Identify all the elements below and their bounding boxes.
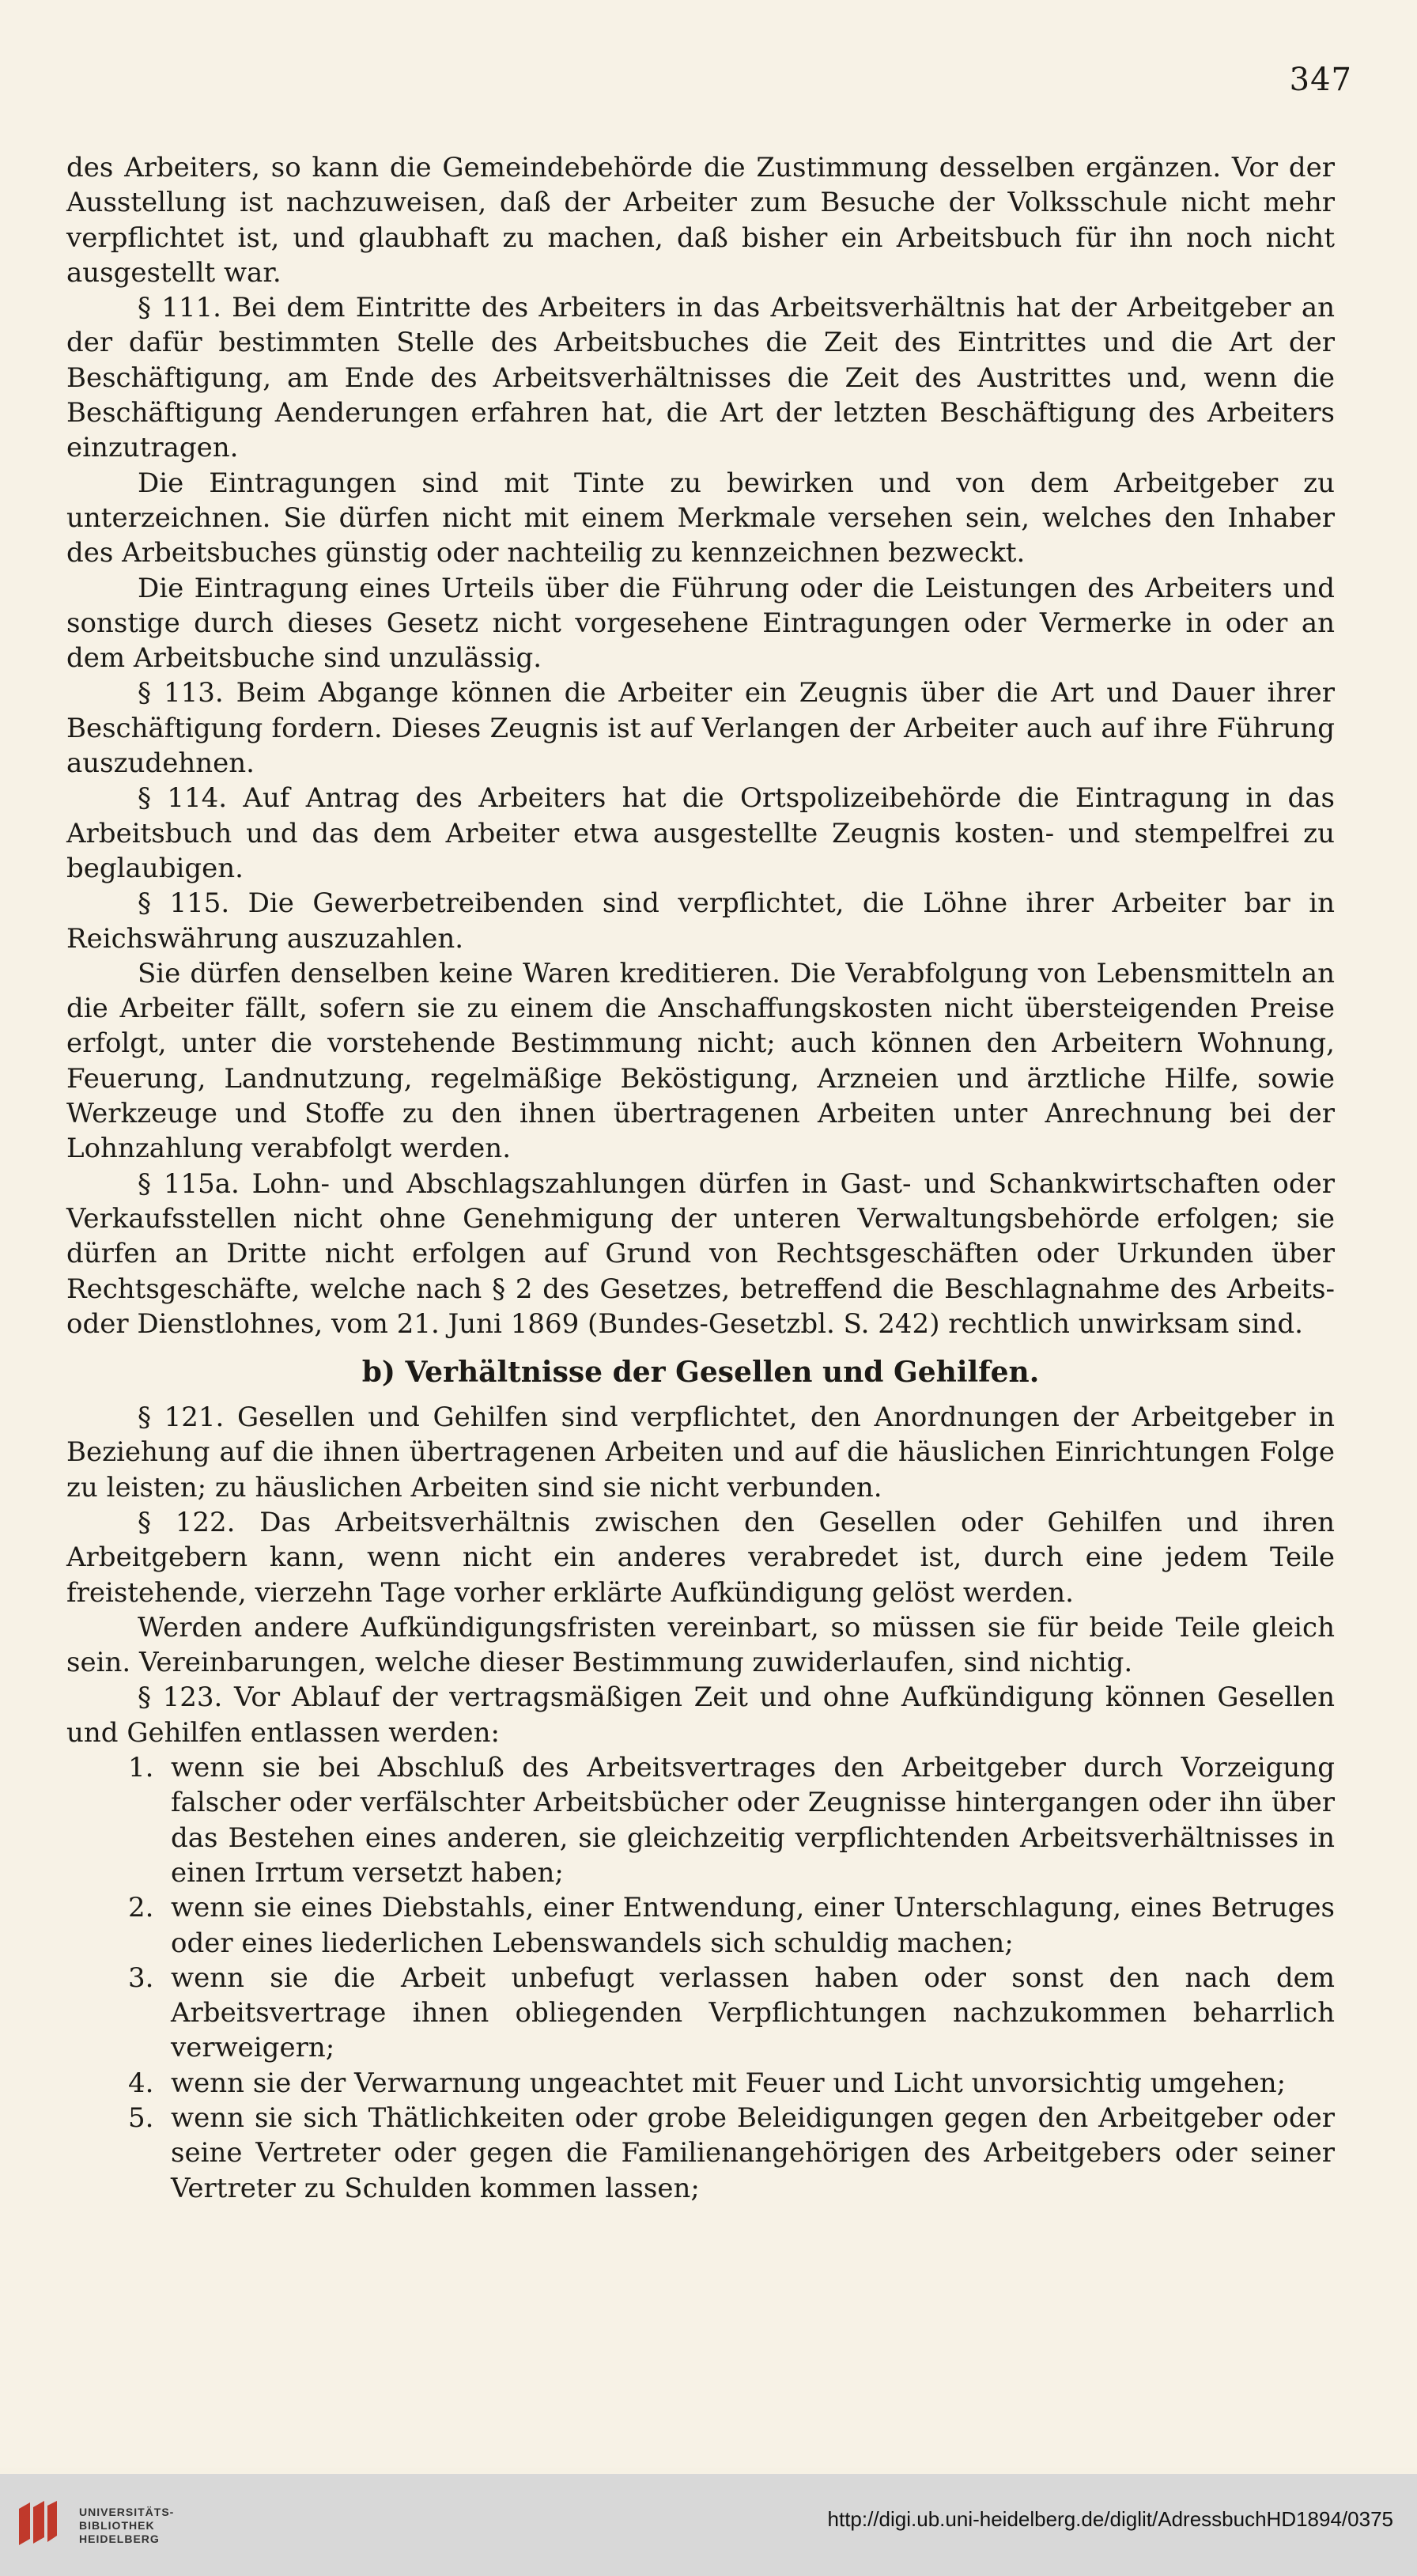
library-name-line: HEIDELBERG: [79, 2532, 160, 2545]
paragraph: Sie dürfen denselben keine Waren kreditieren. Die Verabfolgung von Lebensmitteln an die Arbeiter fällt, sofern sie zu einem die Anschaffungskosten nicht übersteigenden Preise erfolgt, unter die vorstehende Bestimmung nicht; auch können den Arbeitern Wohnung, Feuerung, Landnutzung, regelmäßige Beköstigung, Arzneien und ärztliche Hilfe, sowie Werkzeuge und Stoffe zu den ihnen übertragenen Arbeiten unter Anrechnung bei der Lohnzahlung verabfolgt werden.: [66, 957, 1335, 1165]
list-item: [66, 2101, 1335, 2206]
library-name: [79, 2506, 174, 2546]
section-heading: b) Verhältnisse der Gesellen und Gehilfen.: [361, 1356, 1040, 1390]
list-item-number: 2.: [128, 1892, 154, 1924]
paragraph-section-113: § 113. Beim Abgange können die Arbeiter ein Zeugnis über die Art und Dauer ihrer Beschäftigung fordern. Dieses Zeugnis ist auf Verlangen der Arbeiter auch auf ihre Führung auszudehnen.: [66, 677, 1335, 780]
paragraph: Werden andere Aufkündigungsfristen vereinbart, so müssen sie für beide Teile gleich sein. Vereinbarungen, welche dieser Bestimmung zuwiderlaufen, sind nichtig.: [66, 1611, 1335, 1679]
footer-bar: [0, 2474, 1417, 2576]
dismissal-reasons-list: [66, 1750, 1335, 2206]
paragraph: Die Eintragung eines Urteils über die Führung oder die Leistungen des Arbeiters und sonstige durch dieses Gesetz nicht vorgesehene Eintragungen oder Vermerke in oder an dem Arbeitsbuche sind unzulässig.: [66, 572, 1335, 675]
list-item-number: 4.: [128, 2067, 154, 2099]
library-name-line: UNIVERSITÄTS-: [79, 2506, 175, 2518]
list-item: [66, 1890, 1335, 1961]
paragraph-section-123: § 123. Vor Ablauf der vertragsmäßigen Zeit und ohne Aufkündigung können Gesellen und Gehilfen entlassen werden:: [66, 1681, 1335, 1749]
list-item: [66, 1961, 1335, 2066]
paragraph-section-114: § 114. Auf Antrag des Arbeiters hat die Ortspolizeibehörde die Eintragung in das Arbeitsbuch und das dem Arbeiter etwa ausgestellte Zeugnis kosten- und stempelfrei zu beglaubigen.: [66, 782, 1335, 884]
library-logo-icon: [16, 2498, 60, 2548]
list-item-number: 3.: [128, 1961, 154, 1994]
paragraph-section-115a: § 115a. Lohn- und Abschlagszahlungen dürfen in Gast- und Schankwirtschaften oder Verkaufsstellen nicht ohne Genehmigung der unteren Verwaltungsbehörde erfolgen; sie dürfen an Dritte nicht erfolgen auf Grund von Rechtsgeschäften oder Urkunden über Rechtsgeschäfte, welche nach § 2 des Gesetzes, betreffend die Beschlagnahme des Arbeits- oder Dienstlohnes, vom 21. Juni 1869 (Bundes-Gesetzbl. S. 242) rechtlich unwirksam sind.: [66, 1167, 1335, 1340]
paragraph: des Arbeiters, so kann die Gemeindebehörde die Zustimmung desselben ergänzen. Vor der Ausstellung ist nachzuweisen, daß der Arbeiter zum Besuche der Volksschule nicht mehr verpflichtet ist, und glaubhaft zu machen, daß bisher ein Arbeitsbuch für ihn noch nicht ausgestellt war.: [66, 152, 1335, 289]
library-name-line: BIBLIOTHEK: [79, 2519, 155, 2532]
source-url-link[interactable]: http://digi.ub.uni-heidelberg.de/diglit/AdressbuchHD1894/0375: [827, 2507, 1393, 2531]
list-item-number: 5.: [128, 2102, 154, 2135]
paragraph-section-115: § 115. Die Gewerbetreibenden sind verpflichtet, die Löhne ihrer Arbeiter bar in Reichswährung auszuzahlen.: [66, 887, 1335, 955]
list-item-text: wenn sie der Verwarnung ungeachtet mit Feuer und Licht unvorsichtig umgehen;: [171, 2067, 1287, 2099]
page-number: 347: [1289, 62, 1352, 98]
paragraph: Die Eintragungen sind mit Tinte zu bewirken und von dem Arbeitgeber zu unterzeichnen. Sie dürfen nicht mit einem Merkmale versehen sein, welches den Inhaber des Arbeitsbuches günstig oder nachteilig zu kennzeichnen bezweckt.: [66, 467, 1335, 569]
list-item-text: wenn sie eines Diebstahls, einer Entwendung, einer Unterschlagung, eines Betruges oder eines liederlichen Lebenswandels sich schuldig machen;: [171, 1892, 1335, 1959]
list-item-number: 1.: [128, 1752, 154, 1784]
paragraph-section-111: § 111. Bei dem Eintritte des Arbeiters in das Arbeitsverhältnis hat der Arbeitgeber an der dafür bestimmten Stelle des Arbeitsbuches die Zeit des Eintrittes und die Art der Beschäftigung, am Ende des Arbeitsverhältnisses die Zeit des Austrittes und, wenn die Beschäftigung Aenderungen erfahren hat, die Art der letzten Beschäftigung des Arbeiters einzutragen.: [66, 292, 1335, 464]
list-item-text: wenn sie sich Thätlichkeiten oder grobe Beleidigungen gegen den Arbeitgeber oder seine Vertreter oder gegen die Familienangehörigen des Arbeitgebers oder seiner Vertreter zu Schulden kommen lassen;: [171, 2102, 1335, 2204]
list-item: [66, 2066, 1335, 2101]
paragraph-section-122: § 122. Das Arbeitsverhältnis zwischen den Gesellen oder Gehilfen und ihren Arbeitgebern kann, wenn nicht ein anderes verabredet ist, durch eine jedem Teile freistehende, vierzehn Tage vorher erklärte Aufkündigung gelöst werden.: [66, 1506, 1335, 1609]
list-item: [66, 1750, 1335, 1890]
list-item-text: wenn sie bei Abschluß des Arbeitsvertrages den Arbeitgeber durch Vorzeigung falscher oder verfälschter Arbeitsbücher oder Zeugnisse hintergangen oder ihn über das Bestehen eines anderen, sie gleichzeitig verpflichtenden Arbeitsverhältnisses in einen Irrtum versetzt haben;: [171, 1752, 1335, 1889]
paragraph-section-121: § 121. Gesellen und Gehilfen sind verpflichtet, den Anordnungen der Arbeitgeber in Beziehung auf die ihnen übertragenen Arbeiten und auf die häuslichen Einrichtungen Folge zu leisten; zu häuslichen Arbeiten sind sie nicht verbunden.: [66, 1401, 1335, 1504]
list-item-text: wenn sie die Arbeit unbefugt verlassen haben oder sonst den nach dem Arbeitsvertrage ihnen obliegenden Verpflichtungen nachzukommen beharrlich verweigern;: [171, 1961, 1335, 2064]
body-text: [66, 150, 1335, 2206]
